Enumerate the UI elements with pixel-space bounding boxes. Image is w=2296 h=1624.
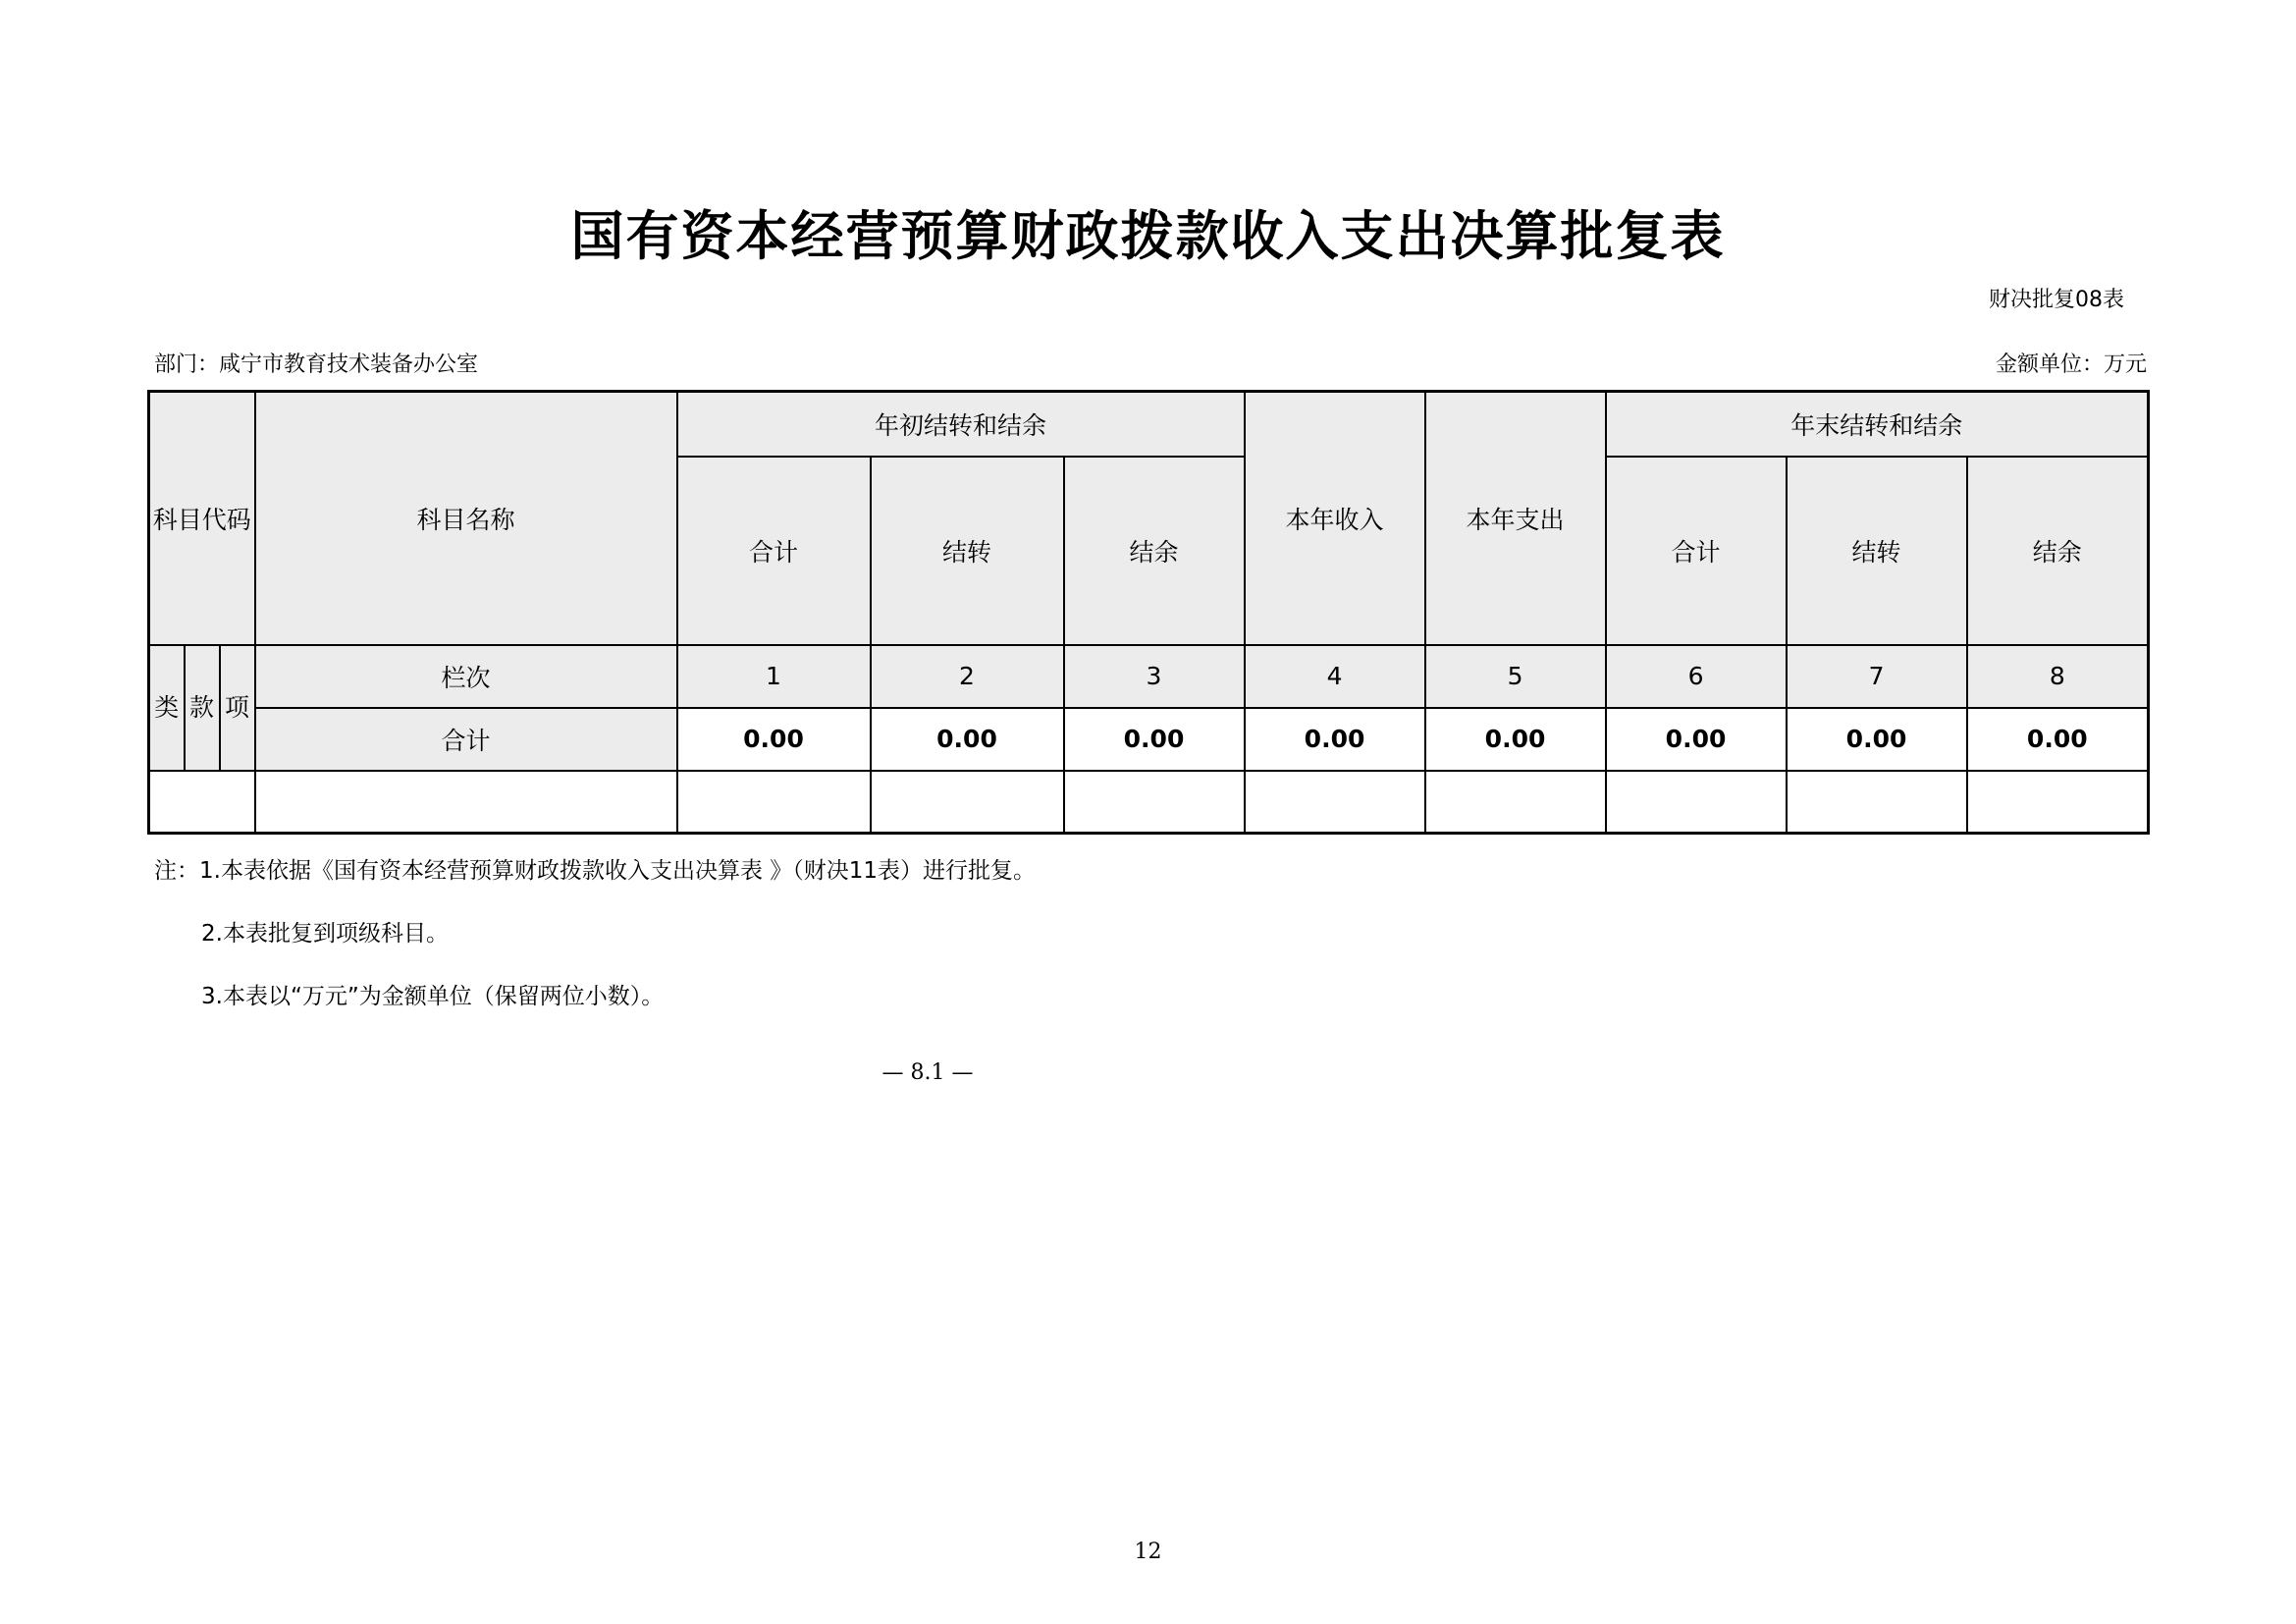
empty-cell [871, 771, 1064, 834]
empty-cell [1245, 771, 1425, 834]
begin-balance-group-header: 年初结转和结余 [677, 392, 1245, 457]
note-line: 注：1.本表依据《国有资本经营预算财政拨款收入支出决算表 》（财决11表）进行批复。 [154, 858, 1037, 884]
column-number: 3 [1064, 645, 1245, 708]
begin-total-header: 合计 [677, 457, 871, 645]
column-index-label: 栏次 [255, 645, 677, 708]
empty-cell [1787, 771, 1967, 834]
class-header: 类 [149, 645, 185, 771]
form-number: 财决批复08表 [1989, 288, 2124, 312]
page-sub-number: — 8.1 — [881, 1060, 974, 1085]
empty-cell [1425, 771, 1606, 834]
end-balance-group-header: 年末结转和结余 [1606, 392, 2149, 457]
amount-unit-label: 金额单位：万元 [1995, 352, 2147, 377]
department-label: 部门：咸宁市教育技术装备办公室 [154, 352, 479, 377]
empty-cell [1064, 771, 1245, 834]
total-value: 0.00 [1606, 708, 1787, 771]
total-value: 0.00 [1967, 708, 2149, 771]
notes [154, 852, 1036, 1041]
empty-cell [255, 771, 677, 834]
total-row-label: 合计 [255, 708, 677, 771]
begin-carry-header: 结转 [871, 457, 1064, 645]
item-header: 项 [220, 645, 255, 771]
column-number: 2 [871, 645, 1064, 708]
empty-cell [1967, 771, 2149, 834]
note-line: 2.本表批复到项级科目。 [201, 921, 449, 947]
empty-cell [149, 771, 255, 834]
column-number: 4 [1245, 645, 1425, 708]
page-number: 12 [1134, 1540, 1162, 1564]
column-number: 5 [1425, 645, 1606, 708]
section-header: 款 [185, 645, 220, 771]
subject-name-header: 科目名称 [255, 392, 677, 645]
total-value: 0.00 [1787, 708, 1967, 771]
note-line: 3.本表以“万元”为金额单位（保留两位小数）。 [201, 984, 665, 1009]
end-total-header: 合计 [1606, 457, 1787, 645]
empty-table-row [149, 771, 2149, 834]
approval-table [147, 390, 2150, 835]
total-value: 0.00 [871, 708, 1064, 771]
total-value: 0.00 [1245, 708, 1425, 771]
total-value: 0.00 [1064, 708, 1245, 771]
empty-cell [677, 771, 871, 834]
end-balance-header: 结余 [1967, 457, 2149, 645]
total-value: 0.00 [677, 708, 871, 771]
column-number: 6 [1606, 645, 1787, 708]
annual-expense-header: 本年支出 [1425, 392, 1606, 645]
column-number: 1 [677, 645, 871, 708]
total-value: 0.00 [1425, 708, 1606, 771]
end-carry-header: 结转 [1787, 457, 1967, 645]
empty-cell [1606, 771, 1787, 834]
column-number: 8 [1967, 645, 2149, 708]
column-number: 7 [1787, 645, 1967, 708]
subject-code-header: 科目代码 [149, 392, 255, 645]
annual-income-header: 本年收入 [1245, 392, 1425, 645]
page-title: 国有资本经营预算财政拨款收入支出决算批复表 [570, 204, 1726, 267]
begin-balance-header: 结余 [1064, 457, 1245, 645]
